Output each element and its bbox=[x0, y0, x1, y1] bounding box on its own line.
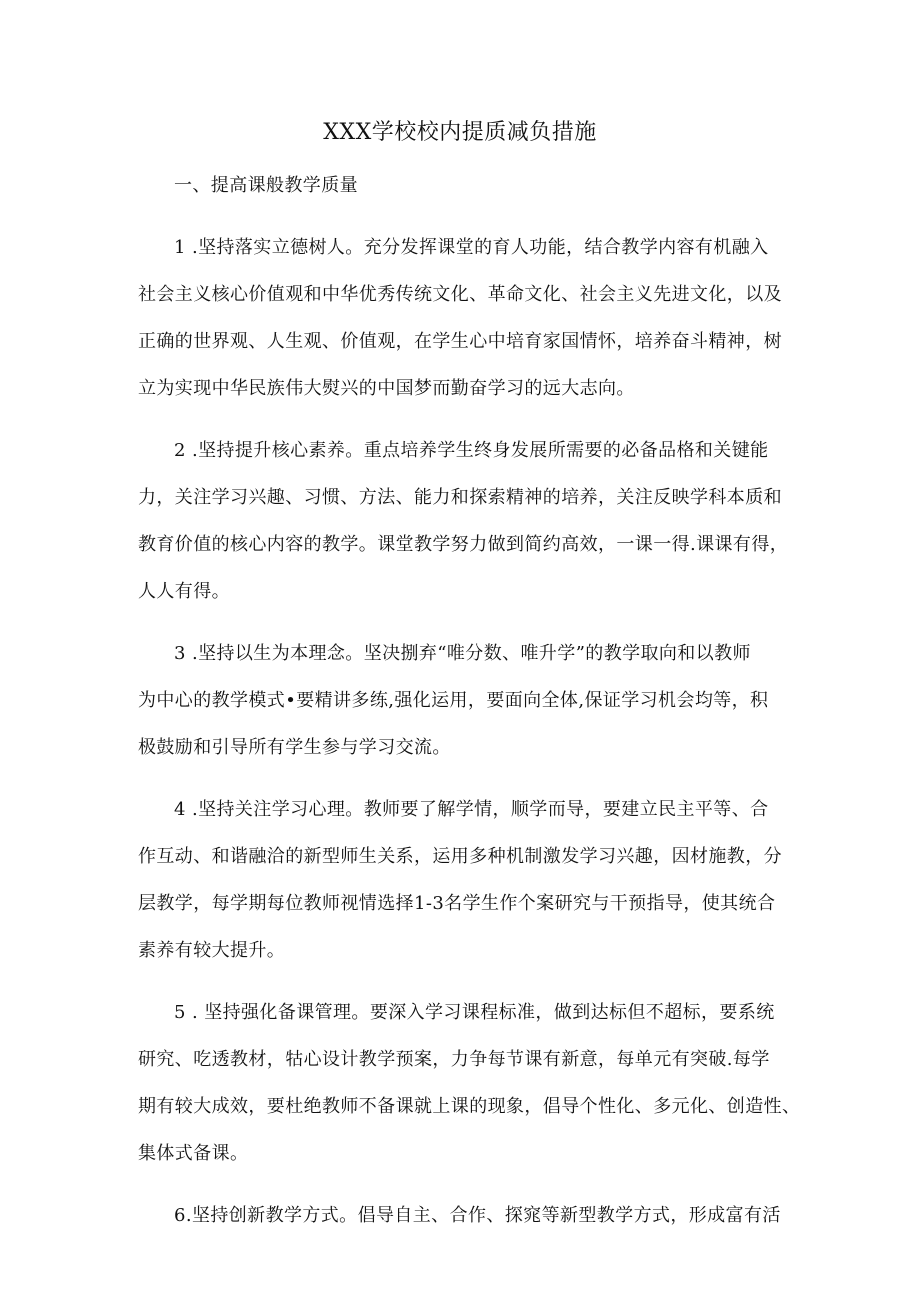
paragraph-line: 为中心的教学模式•要精讲多练,强化运用，要面向全体,保证学习机会均等，积 bbox=[138, 690, 769, 711]
paragraph-line: 层教学，每学期每位教师视情选择1-3名学生作个案研究与干预指导，使其统合 bbox=[138, 893, 776, 914]
paragraph-line: 素养有较大提升。 bbox=[138, 940, 286, 961]
paragraph-5 bbox=[138, 997, 801, 1169]
paragraph-line: 4 .坚持关注学习心理。教师要了解学情，顺学而导，要建立民主平等、合 bbox=[174, 799, 769, 820]
paragraph-line: 社会主义核心价值观和中华优秀传统文化、革命文化、社会主义先进文化，以及 bbox=[138, 284, 782, 305]
document-body bbox=[138, 170, 801, 1262]
document-title: XXX学校校内提质减负措施 bbox=[323, 120, 597, 145]
paragraph-line: 1 .坚持落实立德树人。充分发挥课堂的育人功能，结合教学内容有机融入 bbox=[174, 237, 769, 258]
paragraph-line: 教育价值的核心内容的教学。课堂教学努力做到简约高效，一课一得.课课有得， bbox=[138, 534, 789, 555]
paragraph-6 bbox=[138, 1200, 788, 1231]
paragraph-line: 5 . 坚持强化备课管理。要深入学习课程标准，做到达标但不超标，要系统 bbox=[174, 1002, 775, 1023]
paragraph-line: 力，关注学习兴趣、习惯、方法、能力和探索精神的培养，关注反映学科本质和 bbox=[138, 487, 782, 508]
paragraph-3 bbox=[138, 638, 788, 763]
paragraph-line: 6.坚持创新教学方式。倡导自主、合作、探窕等新型教学方式，形成富有活 bbox=[174, 1205, 781, 1226]
paragraph-line: 立为实现中华民族伟大熨兴的中国梦而勤奋学习的远大志向。 bbox=[138, 378, 635, 399]
section-heading: 一、提高课般教学质量 bbox=[174, 175, 358, 196]
paragraph-line: 人人有得。 bbox=[138, 581, 230, 602]
paragraph-line: 正确的世界观、人生观、价值观，在学生心中培育家国情怀，培养奋斗精神，树 bbox=[138, 331, 782, 352]
paragraph-line: 作互动、和谐融洽的新型师生关系，运用多种机制激发学习兴趣，因材施教，分 bbox=[138, 846, 782, 867]
paragraph-4 bbox=[138, 794, 788, 966]
paragraph-line: 极鼓励和引导所有学生参与学习交流。 bbox=[138, 737, 451, 758]
paragraph-line: 期有较大成效，要杜绝教师不备课就上课的现象，倡导个性化、多元化、创造性、 bbox=[138, 1096, 801, 1117]
paragraph-line: 2 .坚持提升核心素养。重点培养学生终身发展所需要的必备品格和关键能 bbox=[174, 440, 769, 461]
paragraph-2 bbox=[138, 435, 788, 607]
paragraph-1 bbox=[138, 232, 788, 404]
paragraph-line: 集体式备课。 bbox=[138, 1143, 249, 1164]
paragraph-line: 3 .坚持以生为本理念。坚决捌弃“唯分数、唯升学”的教学取向和以教师 bbox=[174, 643, 751, 664]
paragraph-line: 研究、吃透教材，牯心设计教学预案，力争每节课有新意，每单元有突破.每学 bbox=[138, 1049, 770, 1070]
